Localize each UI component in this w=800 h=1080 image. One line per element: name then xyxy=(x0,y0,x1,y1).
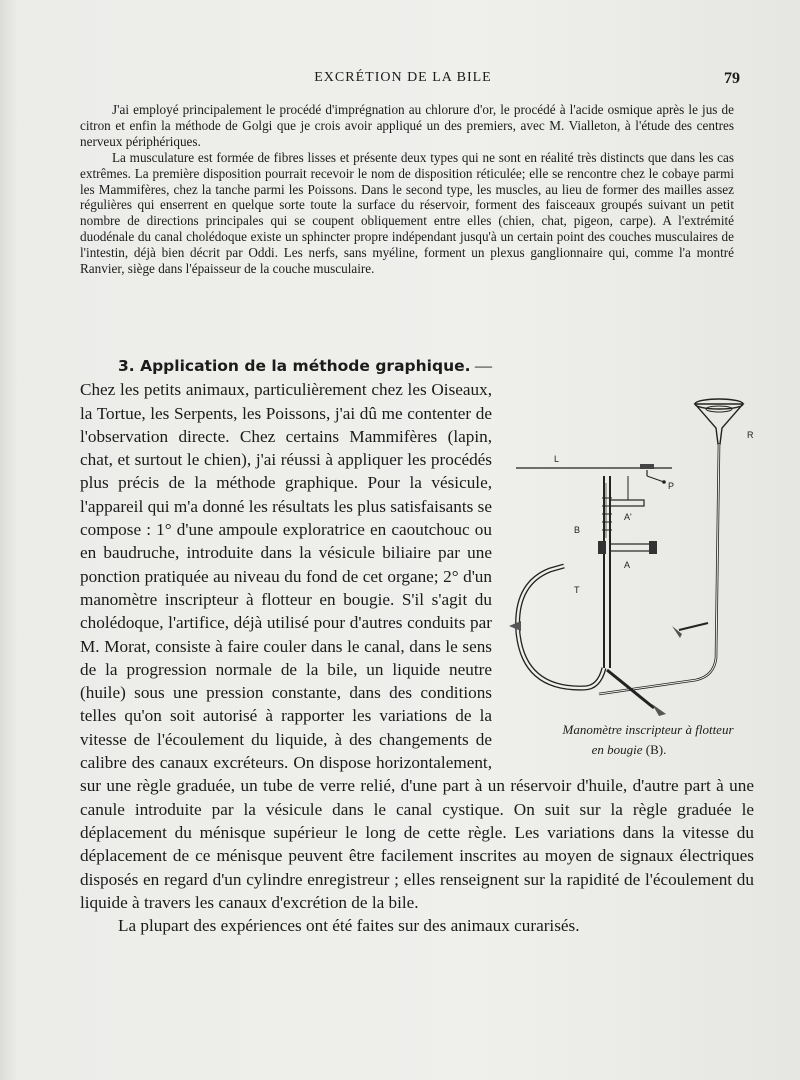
reservoir-funnel xyxy=(695,399,743,444)
side-canula xyxy=(679,623,708,630)
paragraph-methods: J'ai employé principalement le procédé d'imprégnation au chlorure d'or, le procédé à l'acide osmique après le jus de citron et enfin la méthode de Golgi que je crois avoir appliqué un des premiers, avec M. Vialleton, à l'étude des centres nerveux périphériques. xyxy=(80,102,734,149)
title-dash: — xyxy=(474,356,493,375)
label-L: L xyxy=(554,454,560,464)
clamp-A xyxy=(598,541,657,554)
reservoir-tube-inner xyxy=(599,444,719,694)
pointer-tip xyxy=(662,480,666,484)
left-canula-tip xyxy=(509,621,521,631)
page-header xyxy=(78,70,740,94)
label-A: A xyxy=(624,560,631,570)
figure-manometer xyxy=(504,358,754,770)
page-number: 79 xyxy=(724,70,740,87)
caption-line-1: Manomètre inscripteur à flotteur xyxy=(562,722,734,737)
section-graphic-method xyxy=(80,354,754,937)
pointer-arm xyxy=(647,476,664,482)
manometer-drawing xyxy=(504,358,754,718)
label-R: R xyxy=(747,430,754,440)
section-body: Chez les petits animaux, particulièrement chez les Oiseaux, la Tortue, les Serpents, les Poissons, j'ai dû me contenter de l'observation directe. Chez certains Mammifères (lapin, chat, et surtout le chien), j'ai réussi à appliquer les procédés plus précis de la méthode graphique. Pour la vésicule, l'appareil qui m'a donné les résultats les plus satisfaisants se compose : 1° d'une ampoule exploratrice en caoutchouc ou en baudruche, introduite dans la vésicule biliaire par une ponction pratiquée au niveau du fond de cet organe; 2° d'un manomètre inscripteur à flotteur en bougie. S'il s'agit du cholédoque, l'artifice, déjà utilisé pour d'autres conduits par M. Morat, consiste à faire couler dans le canal, dans le sens de la progression normale de la bile, un liquide neutre (huile) sous une pression constante, dans des conditions telles qu'on soit autorisé à rapporter les variations de la vitesse de l'écoulement du liquide, à des changements de calibre des canaux excréteurs. On dispose horizontalement, sur une règle graduée, un tube de verre relié, d'une part à un réservoir d'huile, d'autre part à une canule introduite par la vésicule dans le canal cystique. On suit sur la règle graduée le déplacement du ménisque supérieur le long de cette règle. Les variations dans la vitesse du déplacement de ce ménisque peuvent être facilement inscrites au moyen de signaux électriques disposés en regard d'un cylindre enregistreur ; elles renseignent sur la rapidité de l'écoulement du liquide à travers les canaux d'excrétion de la bile. xyxy=(80,380,754,912)
label-A-prime: A' xyxy=(624,512,632,522)
caption-line-2-plain: (B). xyxy=(645,742,667,757)
rubber-tube-inner xyxy=(518,566,604,688)
paragraph-musculature: La musculature est formée de fibres lisses et présente deux types qui ne sont en réalité très distincts que dans les cas extrêmes. La première disposition pourrait recevoir le nom de disposition réticulée; elle se rencontre chez le cobaye parmi les Mammifères, chez la tanche parmi les Poissons. Dans le second type, les muscles, au lieu de former des mailles assez régulières qui enserrent en quelque sorte toute la surface du réservoir, forment des faisceaux groupés suivant un petit nombre de directions principales qui se coupent obliquement entre elles (chien, chat, pigeon, carpe). A l'extrémité duodénale du canal cholédoque existe un sphincter propre indépendant jusqu'à un certain point des couches musculaires de l'intestin, déjà bien décrit par Oddi. Les nerfs, sans myéline, forment un plexus ganglionnaire qui, comme l'a montré Ranvier, siège dans l'épaisseur de la couche musculaire. xyxy=(80,149,734,277)
clamp-A-prime xyxy=(610,476,644,506)
side-canula-tip xyxy=(672,626,682,638)
section-title: 3. Application de la méthode graphique. xyxy=(118,357,471,375)
figure-caption xyxy=(504,720,754,760)
running-title: EXCRÉTION DE LA BILE xyxy=(314,70,492,85)
reservoir-tube xyxy=(599,444,719,694)
bottom-canula xyxy=(607,670,654,708)
section-paragraph xyxy=(80,354,754,914)
label-T: T xyxy=(574,585,580,595)
bottom-canula-tip xyxy=(652,704,666,716)
support-block xyxy=(640,464,654,469)
caption-line-2-italic: en bougie xyxy=(591,742,643,757)
label-P: P xyxy=(668,481,675,491)
small-print-section xyxy=(80,102,734,277)
label-B: B xyxy=(574,525,581,535)
paragraph-curarized: La plupart des expériences ont été faites sur des animaux curarisés. xyxy=(118,916,580,936)
